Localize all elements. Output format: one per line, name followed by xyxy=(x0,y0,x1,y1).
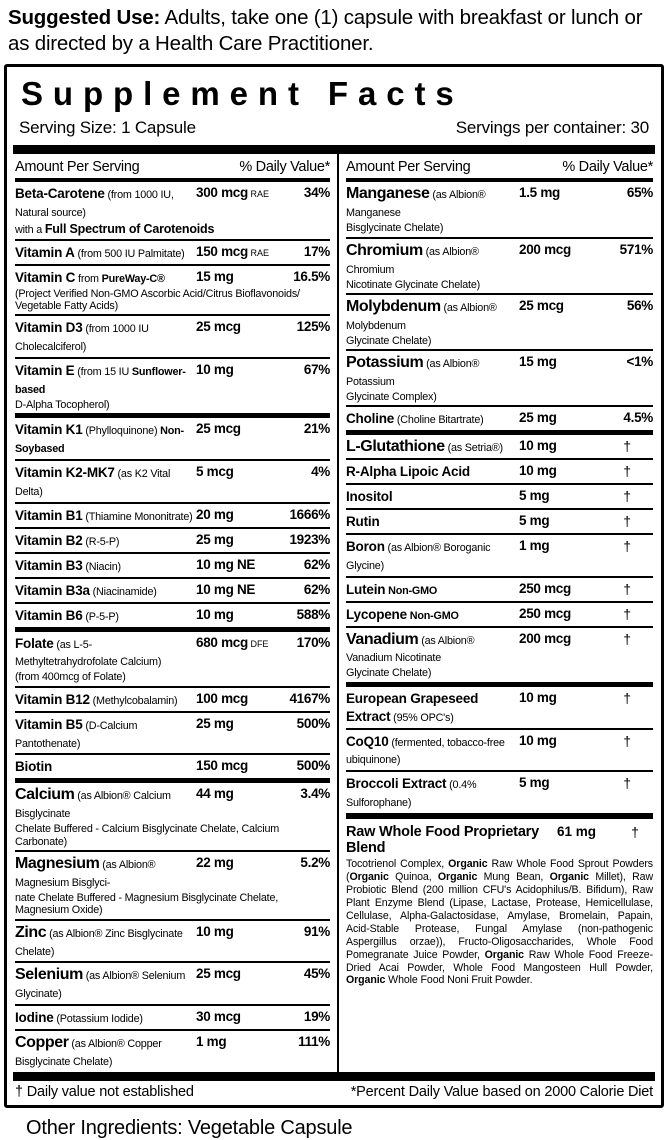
ingredient-name: CoQ10 xyxy=(346,733,389,749)
daily-value: 500% xyxy=(296,758,330,774)
left-column-header xyxy=(15,154,330,182)
amount-value: 25 mcg xyxy=(519,297,564,313)
supplement-row: Vanadium (as Albion® Vanadium Nicotinate 200 mcg † Glycinate Chelate) xyxy=(346,626,653,682)
daily-value: 4.5% xyxy=(623,410,653,426)
supplement-row: Chromium (as Albion® Chromium 200 mcg 571% Nicotinate Glycinate Chelate) xyxy=(346,237,653,293)
blend-name: Raw Whole Food Proprietary Blend xyxy=(346,824,539,857)
supplement-row: Vitamin B2 (R-5-P) 25 mg 1923% xyxy=(15,527,330,552)
daily-value: 65% xyxy=(626,185,653,201)
left-rows xyxy=(15,182,330,1071)
ingredient-sub-text: Nicotinate Glycinate Chelate) xyxy=(346,278,481,291)
amount-value: 10 mg xyxy=(196,606,234,622)
ingredient-name: Vitamin B3a xyxy=(15,582,90,598)
amount-value: 300 mcg RAE xyxy=(196,185,269,201)
daily-value: 56% xyxy=(626,297,653,313)
ingredient-sub-text: Glycinate Chelate) xyxy=(346,334,432,347)
daily-value: 91% xyxy=(303,923,330,939)
daily-value: † xyxy=(623,630,631,647)
ingredient-sub-text: Bisglycinate Chelate) xyxy=(346,222,444,235)
ingredient-name: Rutin xyxy=(346,513,380,529)
amount-per-serving-header: Amount Per Serving xyxy=(346,159,471,176)
left-column xyxy=(7,154,337,1071)
amount-value: 5 mg xyxy=(519,775,550,791)
amount-value: 10 mg NE xyxy=(196,556,256,572)
ingredient-sub-text: Chelate Buffered - Calcium Bisglycinate Chelate, Calcium Carbonate) xyxy=(15,823,280,848)
ingredient-name: Vitamin B6 xyxy=(15,607,83,623)
supplement-facts-panel xyxy=(4,64,664,1107)
amount-value: 22 mg xyxy=(196,854,234,870)
amount-value: 1.5 mg xyxy=(519,185,560,201)
supplement-row: Vitamin K1 (Phylloquinone) Non-Soybased 25 mcg 21% xyxy=(15,413,330,459)
ingredient-sub-text: (Project Verified Non-GMO Ascorbic Acid/Citrus Bioflavonoids/ Vegetable Fatty Acids) xyxy=(15,287,300,312)
ingredient-name: Vitamin C xyxy=(15,269,76,285)
amount-value: 250 mcg xyxy=(519,605,571,621)
supplement-row: Vitamin E (from 15 IU Sunflower-based 10 mg 67% D-Alpha Tocopherol) xyxy=(15,357,330,413)
ingredient-name: Iodine xyxy=(15,1010,54,1026)
supplement-row: CoQ10 (fermented, tobacco-free ubiquinone) 10 mg † xyxy=(346,728,653,771)
ingredient-name: Vanadium xyxy=(346,630,419,648)
ingredient-sub-text: D-Alpha Tocopherol) xyxy=(15,398,110,411)
panel-title: Supplement Facts xyxy=(21,75,464,113)
supplement-row: Iodine (Potassium Iodide) 30 mcg 19% xyxy=(15,1004,330,1029)
amount-value: 150 mcg xyxy=(196,758,248,774)
daily-value: 111% xyxy=(298,1034,330,1050)
daily-value: 17% xyxy=(303,243,330,259)
ingredient-sub-text: Glycinate Complex) xyxy=(346,390,437,403)
daily-value-header: % Daily Value* xyxy=(562,159,653,176)
supplement-row: Vitamin B1 (Thiamine Mononitrate) 20 mg 1666% xyxy=(15,502,330,527)
blend-amount: 61 mg xyxy=(557,824,597,840)
amount-value: 25 mg xyxy=(519,410,557,426)
supplement-row: Lycopene Non-GMO 250 mcg † xyxy=(346,601,653,626)
ingredient-name: Vitamin B5 xyxy=(15,716,83,732)
ingredient-name: Vitamin K1 xyxy=(15,422,83,438)
amount-value: 1 mg xyxy=(519,537,550,553)
ingredient-name: Lutein xyxy=(346,581,386,597)
proprietary-blend-header xyxy=(346,824,653,856)
daily-value: † xyxy=(623,775,631,792)
daily-value: 67% xyxy=(303,362,330,378)
other-ingredients: Other Ingredients: Vegetable Capsule xyxy=(26,1116,353,1139)
amount-value: 20 mg xyxy=(196,506,234,522)
amount-value: 5 mcg xyxy=(196,464,234,480)
amount-value: 100 mcg xyxy=(196,690,248,706)
ingredient-name: Vitamin B12 xyxy=(15,691,90,707)
supplement-row: Vitamin D3 (from 1000 IU Cholecalciferol) 25 mcg 125% xyxy=(15,314,330,357)
amount-value: 1 mg xyxy=(196,1034,227,1050)
suggested-use-text: Adults, take one (1) capsule with breakfast or lunch or as directed by a Health Care Practitioner. xyxy=(8,6,643,56)
daily-value-header: % Daily Value* xyxy=(239,159,330,176)
ingredient-name: Selenium xyxy=(15,966,83,984)
daily-value: 500% xyxy=(296,715,330,731)
ingredient-name: Vitamin B3 xyxy=(15,557,83,573)
ingredient-name: Vitamin D3 xyxy=(15,320,83,336)
footnote-percent-dv: *Percent Daily Value based on 2000 Calorie Diet xyxy=(350,1083,653,1100)
ingredient-name: R-Alpha Lipoic Acid xyxy=(346,464,470,480)
divider-bar-top xyxy=(13,145,655,154)
ingredient-name: Boron xyxy=(346,538,385,554)
amount-value: 25 mg xyxy=(196,531,234,547)
amount-value: 200 mcg xyxy=(519,241,571,257)
amount-value: 10 mg xyxy=(196,362,234,378)
daily-value: 19% xyxy=(303,1009,330,1025)
amount-value: 44 mg xyxy=(196,786,234,802)
ingredient-name: Zinc xyxy=(15,923,47,941)
daily-value: 1666% xyxy=(289,506,330,522)
supplement-row: Calcium (as Albion® Calcium Bisglycinate 44 mg 3.4% Chelate Buffered - Calcium Bisglycinate Chelate, Calcium Carbonate) xyxy=(15,778,330,850)
amount-value: 10 mg xyxy=(519,463,557,479)
right-rows xyxy=(346,182,653,813)
supplement-row: Selenium (as Albion® Selenium Glycinate) 25 mcg 45% xyxy=(15,961,330,1004)
amount-value: 200 mcg xyxy=(519,630,571,646)
daily-value: 3.4% xyxy=(300,786,330,802)
daily-value: <1% xyxy=(626,354,653,370)
daily-value: 571% xyxy=(619,241,653,257)
daily-value: 21% xyxy=(303,421,330,437)
ingredient-sub-text: Glycinate Chelate) xyxy=(346,667,432,680)
supplement-row: Molybdenum (as Albion® Molybdenum 25 mcg 56% Glycinate Chelate) xyxy=(346,293,653,349)
ingredient-name: Lycopene xyxy=(346,606,407,622)
amount-value: 10 mg xyxy=(519,732,557,748)
ingredient-name: Vitamin K2-MK7 xyxy=(15,465,115,481)
supplement-row: Copper (as Albion® Copper Bisglycinate Chelate) 1 mg 111% xyxy=(15,1029,330,1072)
ingredient-name: Vitamin A xyxy=(15,244,75,260)
ingredient-name: Vitamin E xyxy=(15,363,75,379)
footnote-daily-value: † Daily value not established xyxy=(15,1083,194,1100)
supplement-row: Folate (as L-5-Methyltetrahydrofolate Calcium) 680 mcg DFE 170% (from 400mcg of Folate) xyxy=(15,627,330,686)
daily-value: 4% xyxy=(311,464,330,480)
daily-value: 34% xyxy=(303,185,330,201)
supplement-row: Lutein Non-GMO 250 mcg † xyxy=(346,576,653,601)
ingredient-name: Beta-Carotene xyxy=(15,186,105,202)
right-column xyxy=(337,154,661,1071)
ingredient-name: Calcium xyxy=(15,786,75,804)
supplement-row: Vitamin C from PureWay-C® 15 mg 16.5% (Project Verified Non-GMO Ascorbic Acid/Citrus Bioflavonoids/ Vegetable Fatty Acids) xyxy=(15,264,330,315)
ingredient-name: Biotin xyxy=(15,759,53,775)
footnote-row xyxy=(7,1081,661,1105)
daily-value: 1923% xyxy=(289,531,330,547)
daily-value: † xyxy=(623,580,631,597)
amount-value: 10 mg xyxy=(519,689,557,705)
amount-value: 15 mg xyxy=(196,268,234,284)
amount-value: 25 mg xyxy=(196,715,234,731)
supplement-row: Choline (Choline Bitartrate) 25 mg 4.5% xyxy=(346,405,653,430)
daily-value: 125% xyxy=(296,319,330,335)
supplement-row: Vitamin B5 (D-Calcium Pantothenate) 25 mg 500% xyxy=(15,711,330,754)
supplement-row: Broccoli Extract (0.4% Sulforophane) 5 mg † xyxy=(346,770,653,813)
ingredient-sub-text: with a Full Spectrum of Carotenoids xyxy=(15,222,215,237)
supplement-row xyxy=(346,483,653,508)
daily-value: 170% xyxy=(296,634,330,650)
supplement-row: Vitamin B3 (Niacin) 10 mg NE 62% xyxy=(15,552,330,577)
supplement-row: L-Glutathione (as Setria®) 10 mg † xyxy=(346,430,653,458)
amount-per-serving-header: Amount Per Serving xyxy=(15,159,140,176)
ingredient-sub-text: (from 400mcg of Folate) xyxy=(15,671,126,684)
ingredient-name: Folate xyxy=(15,635,54,651)
supplement-row xyxy=(346,458,653,483)
amount-value: 25 mcg xyxy=(196,421,241,437)
ingredient-name: Molybdenum xyxy=(346,297,441,315)
supplement-row xyxy=(346,508,653,533)
ingredient-name: Vitamin B1 xyxy=(15,507,83,523)
ingredient-name: Chromium xyxy=(346,241,423,259)
amount-value: 5 mg xyxy=(519,488,550,504)
amount-value: 10 mg xyxy=(196,923,234,939)
daily-value: † xyxy=(623,488,631,505)
supplement-row: Vitamin B3a (Niacinamide) 10 mg NE 62% xyxy=(15,577,330,602)
divider-bar-bottom xyxy=(13,1072,655,1081)
daily-value: 5.2% xyxy=(300,854,330,870)
supplement-row: Vitamin B12 (Methylcobalamin) 100 mcg 4167% xyxy=(15,686,330,711)
supplement-row: Boron (as Albion® Boroganic Glycine) 1 mg † xyxy=(346,533,653,576)
blend-description: Tocotrienol Complex, Organic Raw Whole Food Sprout Powders (Organic Quinoa, Organic Mung Bean, Organic Millet), Raw Probiotic Blend (200 million CFU's Acidophilus/B. Bifidum), Raw Plant Enzyme Blend (Lipase, Lactase, Protease, Hemicellulase, Cellulase, Alpha-Galactosidase, Amylase, Bromelain, Papain, Acid-Stable Protease, Fungal Amylase (non-pathogenic Aspergillus orzae)), Fructo-Oligosaccharides, Whole Food Pomegranate Juice Powder, Organic Raw Whole Food Freeze-Dried Acai Powder, Whole Food Mangosteen Hull Powder, Organic Whole Food Noni Fruit Powder. xyxy=(346,858,654,987)
daily-value: 45% xyxy=(303,966,330,982)
servings-per-container: Servings per container: 30 xyxy=(455,118,649,138)
right-column-header xyxy=(346,154,653,182)
daily-value: † xyxy=(623,537,631,554)
supplement-row: Potassium (as Albion® Potassium 15 mg <1% Glycinate Complex) xyxy=(346,349,653,405)
suggested-use xyxy=(0,0,668,64)
amount-value: 25 mcg xyxy=(196,966,241,982)
daily-value: 4167% xyxy=(289,690,330,706)
ingredient-name: Vitamin B2 xyxy=(15,532,83,548)
supplement-row: Manganese (as Albion® Manganese 1.5 mg 65% Bisglycinate Chelate) xyxy=(346,185,653,235)
ingredient-name: Potassium xyxy=(346,354,424,372)
amount-value: 150 mcg RAE xyxy=(196,243,269,259)
supplement-row: European Grapeseed Extract (95% OPC's) 10 mg † xyxy=(346,682,653,728)
ingredient-name: Inositol xyxy=(346,489,393,505)
serving-size: Serving Size: 1 Capsule xyxy=(19,118,196,138)
daily-value: † xyxy=(623,605,631,622)
daily-value: † xyxy=(623,689,631,706)
ingredient-name: Magnesium xyxy=(15,854,100,872)
daily-value: † xyxy=(623,438,631,455)
daily-value: 62% xyxy=(303,556,330,572)
daily-value: † xyxy=(623,732,631,749)
supplement-row: Magnesium (as Albion® Magnesium Bisglyci- 22 mg 5.2% nate Chelate Buffered - Magnesium Bisglycinate Chelate, Magnesium Oxide) xyxy=(15,850,330,919)
amount-value: 15 mg xyxy=(519,354,557,370)
supplement-row: Vitamin K2-MK7 (as K2 Vital Delta) 5 mcg 4% xyxy=(15,459,330,502)
amount-value: 10 mg NE xyxy=(196,581,256,597)
blend-daily-value: † xyxy=(631,824,639,841)
daily-value: † xyxy=(623,512,631,529)
supplement-row xyxy=(15,753,330,778)
amount-value: 10 mg xyxy=(519,438,557,454)
ingredient-name: Broccoli Extract xyxy=(346,776,447,792)
supplement-row: Vitamin A (from 500 IU Palmitate) 150 mcg RAE 17% xyxy=(15,239,330,264)
daily-value: 62% xyxy=(303,581,330,597)
daily-value: † xyxy=(623,463,631,480)
daily-value: 16.5% xyxy=(293,268,330,284)
suggested-use-label: Suggested Use: xyxy=(8,6,161,29)
amount-value: 5 mg xyxy=(519,512,550,528)
supplement-row: Zinc (as Albion® Zinc Bisglycinate Chelate) 10 mg 91% xyxy=(15,919,330,962)
supplement-row: Vitamin B6 (P-5-P) 10 mg 588% xyxy=(15,602,330,627)
facts-columns xyxy=(7,154,661,1071)
ingredient-name: European Grapeseed Extract xyxy=(346,690,479,724)
amount-value: 250 mcg xyxy=(519,580,571,596)
amount-value: 680 mcg DFE xyxy=(196,634,269,650)
serving-row xyxy=(7,113,661,145)
ingredient-name: Copper xyxy=(15,1034,69,1052)
ingredient-name: Choline xyxy=(346,411,395,427)
supplement-row: Beta-Carotene (from 1000 IU, Natural source) 300 mcg RAE 34% with a Full Spectrum of Carotenoids xyxy=(15,185,330,237)
daily-value: 588% xyxy=(296,606,330,622)
ingredient-name: L-Glutathione xyxy=(346,438,445,456)
proprietary-blend xyxy=(346,813,653,991)
amount-value: 30 mcg xyxy=(196,1009,241,1025)
ingredient-sub-text: nate Chelate Buffered - Magnesium Bisglycinate Chelate, Magnesium Oxide) xyxy=(15,891,279,917)
amount-value: 25 mcg xyxy=(196,319,241,335)
ingredient-name: Manganese xyxy=(346,185,430,203)
